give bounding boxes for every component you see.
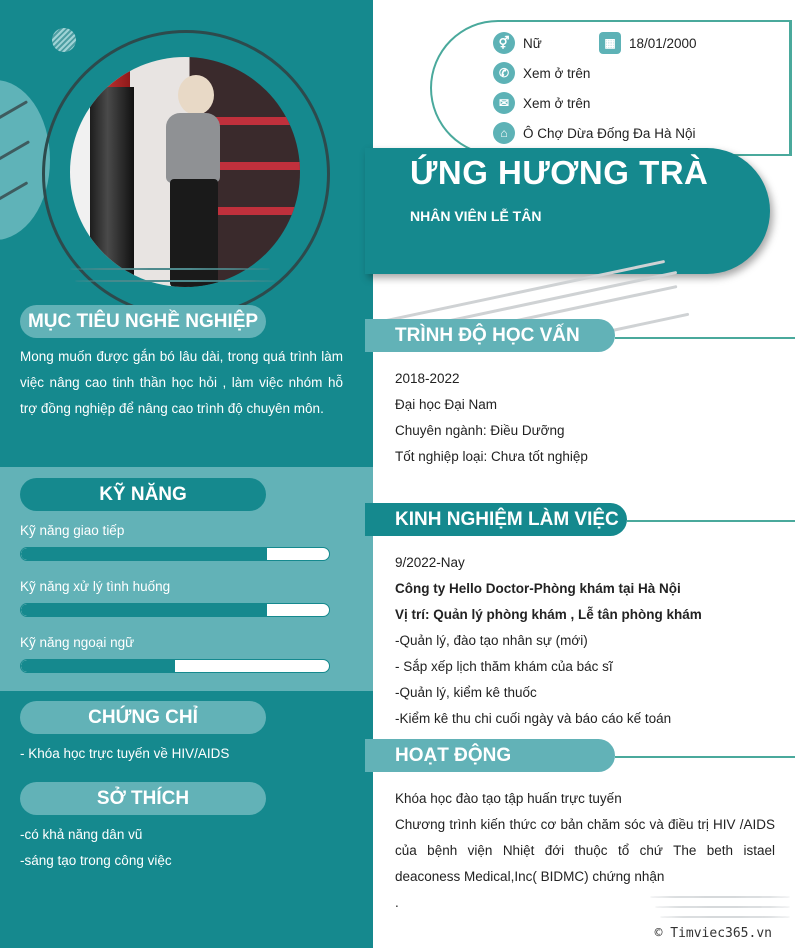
contact-birthday [599, 32, 697, 54]
objective-title: MỤC TIÊU NGHỀ NGHIỆP [20, 305, 266, 338]
hobbies-title: SỞ THÍCH [20, 782, 266, 815]
activity-line: Khóa học đào tạo tập huấn trực tuyến [395, 791, 622, 806]
skill-label: Kỹ năng ngoại ngữ [20, 635, 135, 650]
objective-text: Mong muốn được gắn bó lâu dài, trong quá trình làm việc nâng cao tinh thần học hỏi , làm việc nhóm hỗ trợ đồng nghiệp để nâng cao trình độ chuyên môn. [20, 349, 343, 416]
avatar [70, 57, 300, 287]
skill-bar-fill [21, 660, 175, 672]
activity-line: Chương trình kiến thức cơ bản chăm sóc và điều trị HIV /AIDS của bệnh viện Nhiệt đới thuộc tổ chứ The beth istael deaconess Medical,Inc( BIDMC) chứng nhận [395, 817, 775, 884]
section-divider [615, 756, 795, 758]
left-column [0, 0, 373, 948]
calendar-icon: ▦ [599, 32, 621, 54]
education-school: Đại học Đại Nam [395, 397, 498, 412]
skill-bar-fill [21, 604, 267, 616]
skill-bar [20, 603, 330, 617]
experience-details [395, 550, 775, 732]
decor-wave [650, 896, 790, 898]
experience-duty: -Kiểm kê thu chi cuối ngày và báo cáo kế toán [395, 711, 672, 726]
section-divider [615, 337, 795, 339]
decor-wave [75, 280, 275, 282]
birthday-value: 18/01/2000 [629, 35, 697, 51]
gender-value: Nữ [523, 35, 542, 51]
email-value: Xem ở trên [523, 95, 591, 111]
experience-period: 9/2022-Nay [395, 555, 465, 570]
home-icon: ⌂ [493, 122, 515, 144]
experience-title: KINH NGHIỆM LÀM VIỆC [365, 503, 627, 536]
skill-label: Kỹ năng giao tiếp [20, 523, 125, 538]
photo-person-body [166, 113, 220, 183]
experience-company: Công ty Hello Doctor-Phòng khám tại Hà Nội [395, 581, 681, 596]
section-divider [627, 520, 795, 522]
certificate-item: - Khóa học trực tuyến về HIV/AIDS [20, 746, 230, 761]
photo-person-head [178, 75, 214, 115]
experience-position: Vị trí: Quản lý phòng khám , Lễ tân phòng khám [395, 607, 702, 622]
candidate-role: NHÂN VIÊN LỄ TÂN [410, 208, 542, 224]
experience-duty: -Quản lý, kiểm kê thuốc [395, 685, 537, 700]
decor-wave [660, 916, 790, 918]
contact-phone [493, 62, 590, 84]
skills-title: KỸ NĂNG [20, 478, 266, 511]
decor-wave [70, 268, 270, 270]
phone-value: Xem ở trên [523, 65, 591, 81]
activities-title: HOẠT ĐỘNG [365, 739, 615, 772]
contact-address [493, 122, 695, 144]
phone-icon: ✆ [493, 62, 515, 84]
decor-hatch-icon [52, 28, 76, 52]
hobby-item: -có khả năng dân vũ [20, 827, 143, 842]
name-band [365, 148, 770, 274]
contact-gender [493, 32, 542, 54]
activity-line: . [395, 895, 399, 910]
photo-lipstick [90, 87, 134, 287]
skill-label: Kỹ năng xử lý tình huống [20, 579, 171, 594]
education-details [395, 366, 775, 470]
education-title: TRÌNH ĐỘ HỌC VẤN [365, 319, 615, 352]
education-period: 2018-2022 [395, 371, 460, 386]
skill-bar [20, 547, 330, 561]
certificates-title: CHỨNG CHỈ [20, 701, 266, 734]
education-grade: Tốt nghiệp loại: Chưa tốt nghiệp [395, 449, 588, 464]
education-major: Chuyên ngành: Điều Dưỡng [395, 423, 565, 438]
hobby-item: -sáng tạo trong công việc [20, 853, 172, 868]
gender-icon: ⚥ [493, 32, 515, 54]
address-value: Ô Chợ Dừa Đống Đa Hà Nội [523, 125, 696, 141]
decor-wave [655, 906, 790, 908]
candidate-name: ỨNG HƯƠNG TRÀ [410, 154, 709, 191]
footer-watermark: © Timviec365.vn [654, 926, 772, 941]
contact-email [493, 92, 590, 114]
email-icon: ✉ [493, 92, 515, 114]
photo-person-legs [170, 179, 218, 287]
skill-bar-fill [21, 548, 267, 560]
skill-bar [20, 659, 330, 673]
experience-duty: -Quản lý, đào tạo nhân sự (mới) [395, 633, 588, 648]
experience-duty: - Sắp xếp lịch thăm khám của bác sĩ [395, 659, 613, 674]
